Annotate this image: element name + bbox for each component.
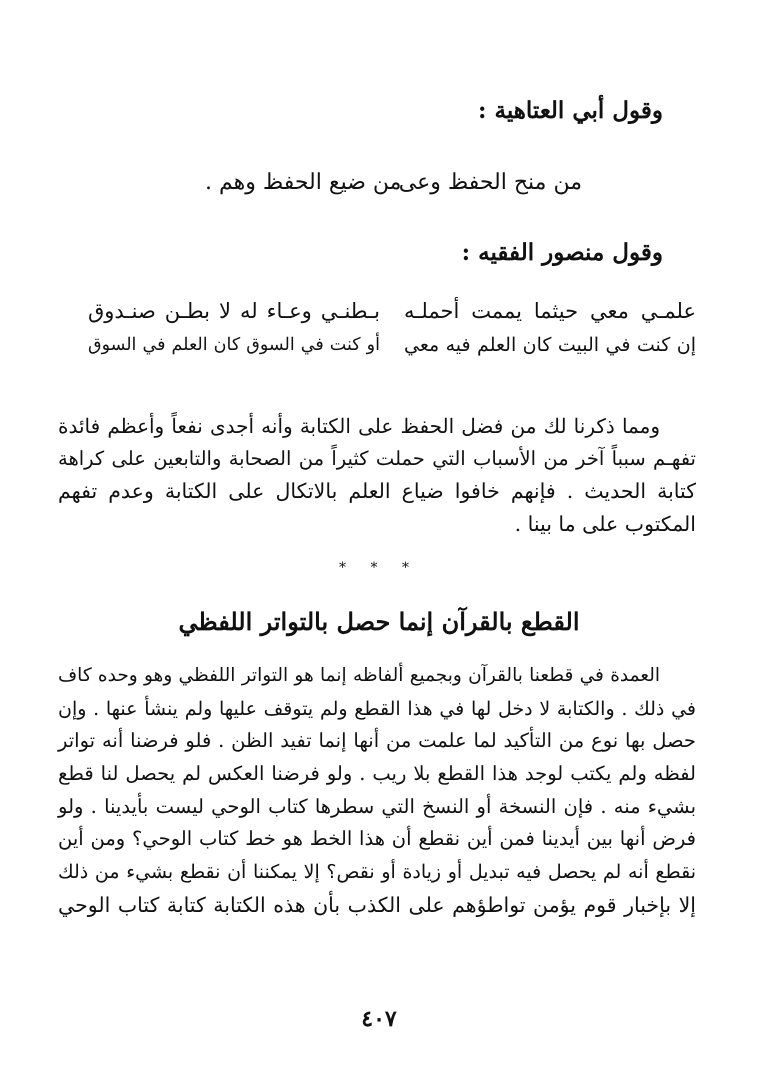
- heading-mansur-al-faqih: وقول منصور الفقيه :: [461, 239, 663, 266]
- paragraph-line: المكتوب على ما بينا .: [514, 512, 696, 537]
- poem-mansur-al-faqih: [88, 294, 696, 362]
- couplet-first-hemistich: إن كنت في البيت كان العلم فيه معي: [404, 334, 696, 356]
- verse-second-hemistich: من ضيع الحفظ وهم .: [205, 170, 402, 195]
- paragraph-line: العمدة في قطعنا بالقرآن وبجميع ألفاظه إنما هو التواتر اللفظي وهو وحده كاف: [58, 665, 660, 686]
- section-separator: * * *: [339, 560, 419, 576]
- paragraph-memorization: [58, 410, 696, 541]
- paragraph-line: إلا بإخبار قوم يؤمن تواطؤهم على الكذب بأن هذه الكتابة كتابة كتاب الوحي: [58, 892, 696, 917]
- couplet: [88, 294, 696, 328]
- section-title: القطع بالقرآن إنما حصل بالتواتر اللفظي: [178, 607, 580, 636]
- couplet-second-hemistich: أو كنت في السوق كان العلم في السوق: [88, 335, 380, 355]
- paragraph-quran-certainty: [58, 660, 696, 922]
- verse-abu-al-atahiya: [0, 166, 758, 200]
- paragraph-line: فرض أنها بين أيدينا فمن أين نقطع أن هذا الخط هو خط كتاب الوحي؟ ومن أين: [58, 827, 696, 851]
- couplet: [88, 328, 696, 362]
- paragraph-line: لفظه ولم يكتب لوجد هذا القطع بلا ريب . ولو فرضنا العكس لم يحصل لنا قطع: [58, 762, 696, 786]
- paragraph-line: ومما ذكرنا لك من فضل الحفظ على الكتابة وأنه أجدى نفعاً وأعظم فائدة: [58, 414, 660, 438]
- paragraph-line: تفهـم سبباً آخر من الأسباب التي حملت كثيراً من الصحابة والتابعين على كراهة: [58, 446, 696, 470]
- heading-abu-al-atahiya: وقول أبي العتاهية :: [477, 97, 663, 124]
- paragraph-line: كتابة الحديث . فإنهم خافوا ضياع العلم بالاتكال على الكتابة وعدم تفهم: [58, 479, 696, 504]
- couplet-second-hemistich: بـطنـي وعـاء له لا بطـن صنـدوق: [88, 299, 380, 323]
- verse-first-hemistich: من منح الحفظ وعى: [398, 170, 582, 195]
- paragraph-line: بشيء منه . فإن النسخة أو النسخ التي سطرها كتاب الوحي ليست بأيدينا . ولو: [58, 794, 696, 818]
- couplet-first-hemistich: علمـي معي حيثما يممت أحملـه: [404, 299, 696, 323]
- paragraph-line: نقطع أنه لم يحصل فيه تبديل أو زيادة أو نقص؟ إلا يمكننا أن نقطع بشيء من ذلك: [58, 861, 696, 884]
- paragraph-line: حصل بها نوع من التأكيد لما علمت من أنها إنما تفيد الظن . فلو فرضنا أنه تواتر: [58, 729, 696, 753]
- page-number: ٤٠٧: [361, 1006, 397, 1032]
- paragraph-line: في ذلك . والكتابة لا دخل لها في هذا القطع ولم يتوقف عليها ولم ينشأ عنها . وإن: [58, 697, 696, 720]
